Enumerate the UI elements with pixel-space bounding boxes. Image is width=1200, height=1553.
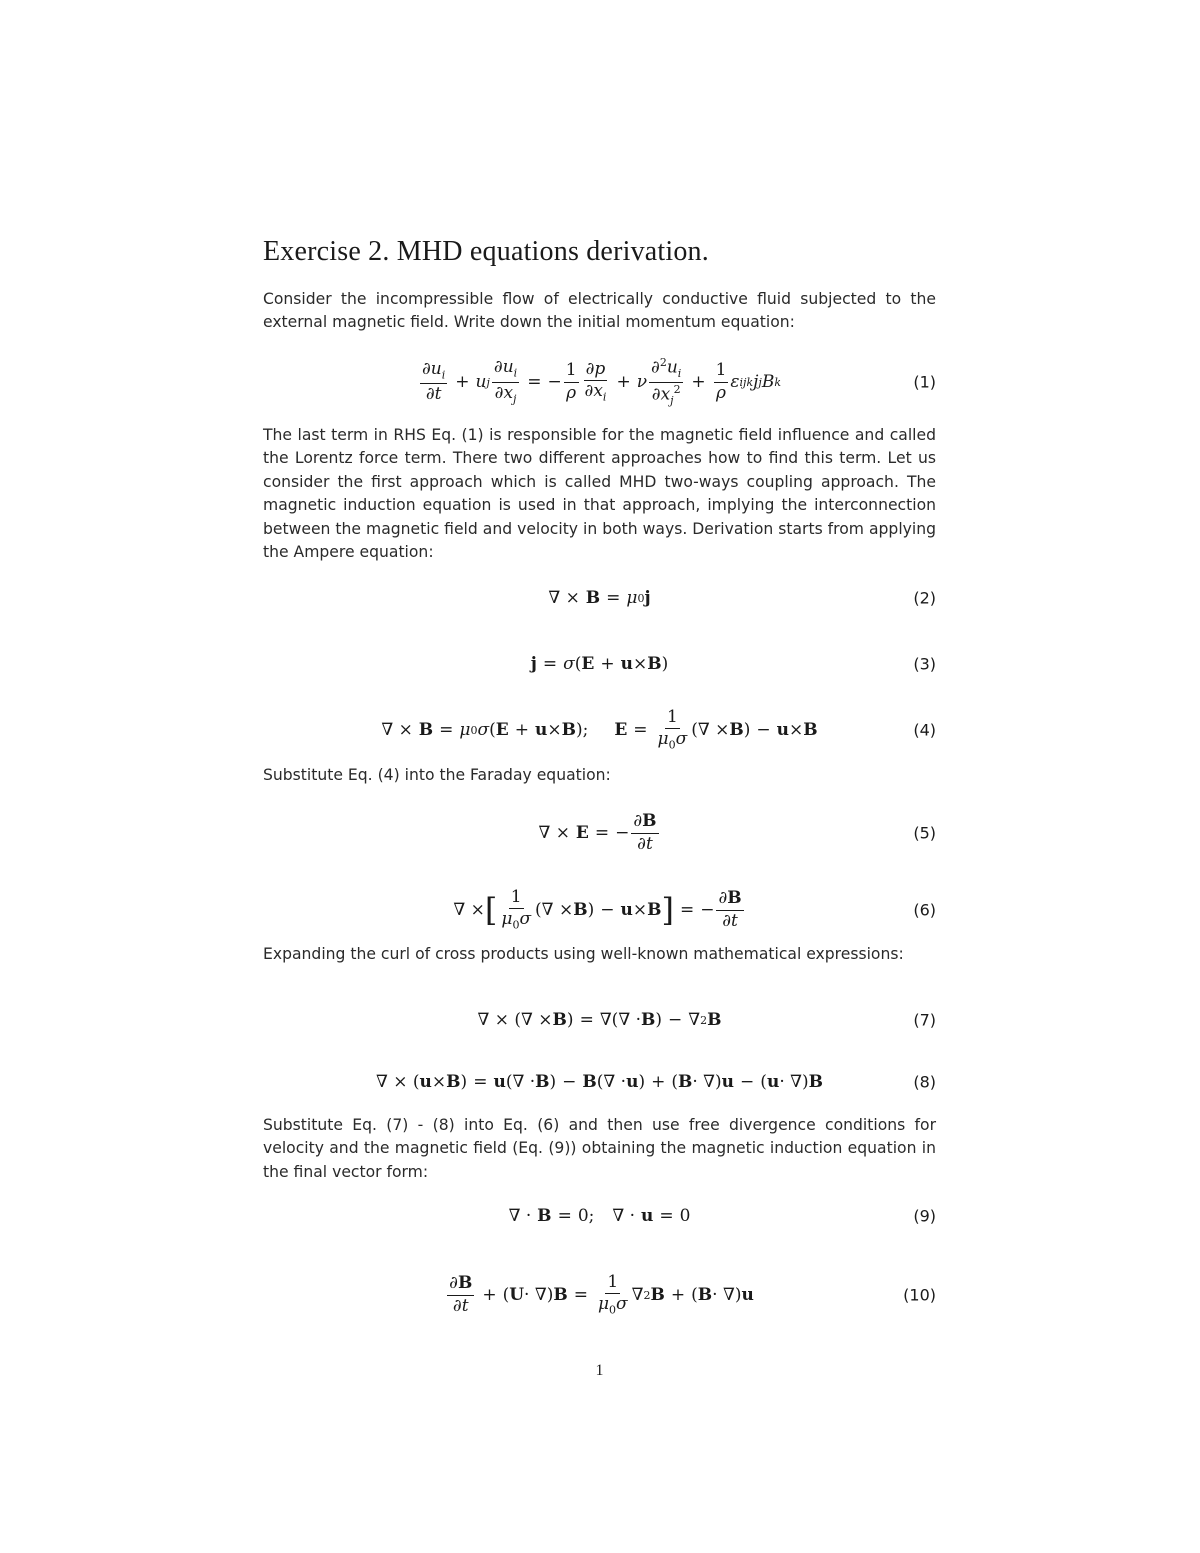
exercise-title: Exercise 2. MHD equations derivation. <box>263 236 709 267</box>
equation-number: (9) <box>913 1206 936 1226</box>
equation-8: ∇ × ( u × B ) = u (∇ · B ) − B (∇ · u ) + ( B · ∇) u − ( u · ∇) B (8) <box>375 1072 936 1092</box>
document-page <box>263 0 936 1553</box>
equation-number: (5) <box>913 823 936 843</box>
equation-number: (4) <box>913 720 936 740</box>
equation-7: ∇ × (∇ × B ) = ∇(∇ · B ) − ∇ 2 B (7) <box>477 1010 936 1030</box>
equation-number: (7) <box>913 1010 936 1030</box>
equation-number: (3) <box>913 654 936 674</box>
equation-number: (8) <box>913 1072 936 1092</box>
equation-number: (6) <box>913 900 936 920</box>
equation-number: (1) <box>913 372 936 392</box>
equation-number: (10) <box>903 1285 936 1305</box>
paragraph-substitute: Substitute Eq. (7) - (8) into Eq. (6) and then use free divergence conditions for velocity and the magnetic field (Eq. (9)) obtaining the magnetic induction equation in the final vector form: <box>263 1116 936 1181</box>
paragraph-intro: Consider the incompressible flow of electrically conductive fluid subjected to the external magnetic field. Write down the initial momentum equation: <box>263 290 936 332</box>
paragraph-lorentz: The last term in RHS Eq. (1) is responsible for the magnetic field influence and called the Lorentz force term. There two different approaches how to find this term. Let us consider the first approach which is called MHD two-ways coupling approach. The magnetic induction equation is used in that approach, implying the interconnection between the magnetic field and velocity in both ways. Derivation starts from applying the Ampere equation: <box>263 426 936 562</box>
equation-10: $\frac{\partial B}{\partial t}$ + ( U · ∇) B = $\frac{1}{\mu_0\sigma}$ ∇ 2 B + ( B · ∇) u (10) <box>449 1271 936 1317</box>
equation-6: ∇ × [ $\frac{1}{\mu_0\sigma}$ (∇ × B ) − u × B ] = − $\frac{\partial B}{\partial t}$ (6) <box>453 886 936 932</box>
equation-5: ∇ × E = − $\frac{\partial B}{\partial t}$ (5) <box>538 810 936 854</box>
equation-number: (2) <box>913 588 936 608</box>
paragraph-faraday: Substitute Eq. (4) into the Faraday equation: <box>263 766 611 784</box>
paragraph-expanding: Expanding the curl of cross products using well-known mathematical expressions: <box>263 945 904 963</box>
equation-3: j = σ ( E + u × B ) (3) <box>530 654 936 674</box>
equation-1: $\frac{\partial u_i}{\partial t}$ + u j $\frac{\partial u_i}{\partial x_j}$ = − $\frac{1}{\rho}$ $\frac{\partial p}{\partial x_i}$ + ν $\frac{\partial^2u_i}{\partial x_j^2}$ + $\frac{1}{\rho}$ ε ijk j j B k (1) <box>422 355 936 407</box>
equation-4: ∇ × B = μ 0 σ ( E + u × B ); E = $\frac{1}{\mu_0\sigma}$ (∇ × B ) − u × B (4) <box>381 706 936 752</box>
equation-9: ∇ · B = 0; ∇ · u = 0 (9) <box>508 1206 936 1226</box>
equation-2: ∇ × B = μ 0 j (2) <box>548 588 936 608</box>
page-number: 1 <box>595 1362 604 1379</box>
